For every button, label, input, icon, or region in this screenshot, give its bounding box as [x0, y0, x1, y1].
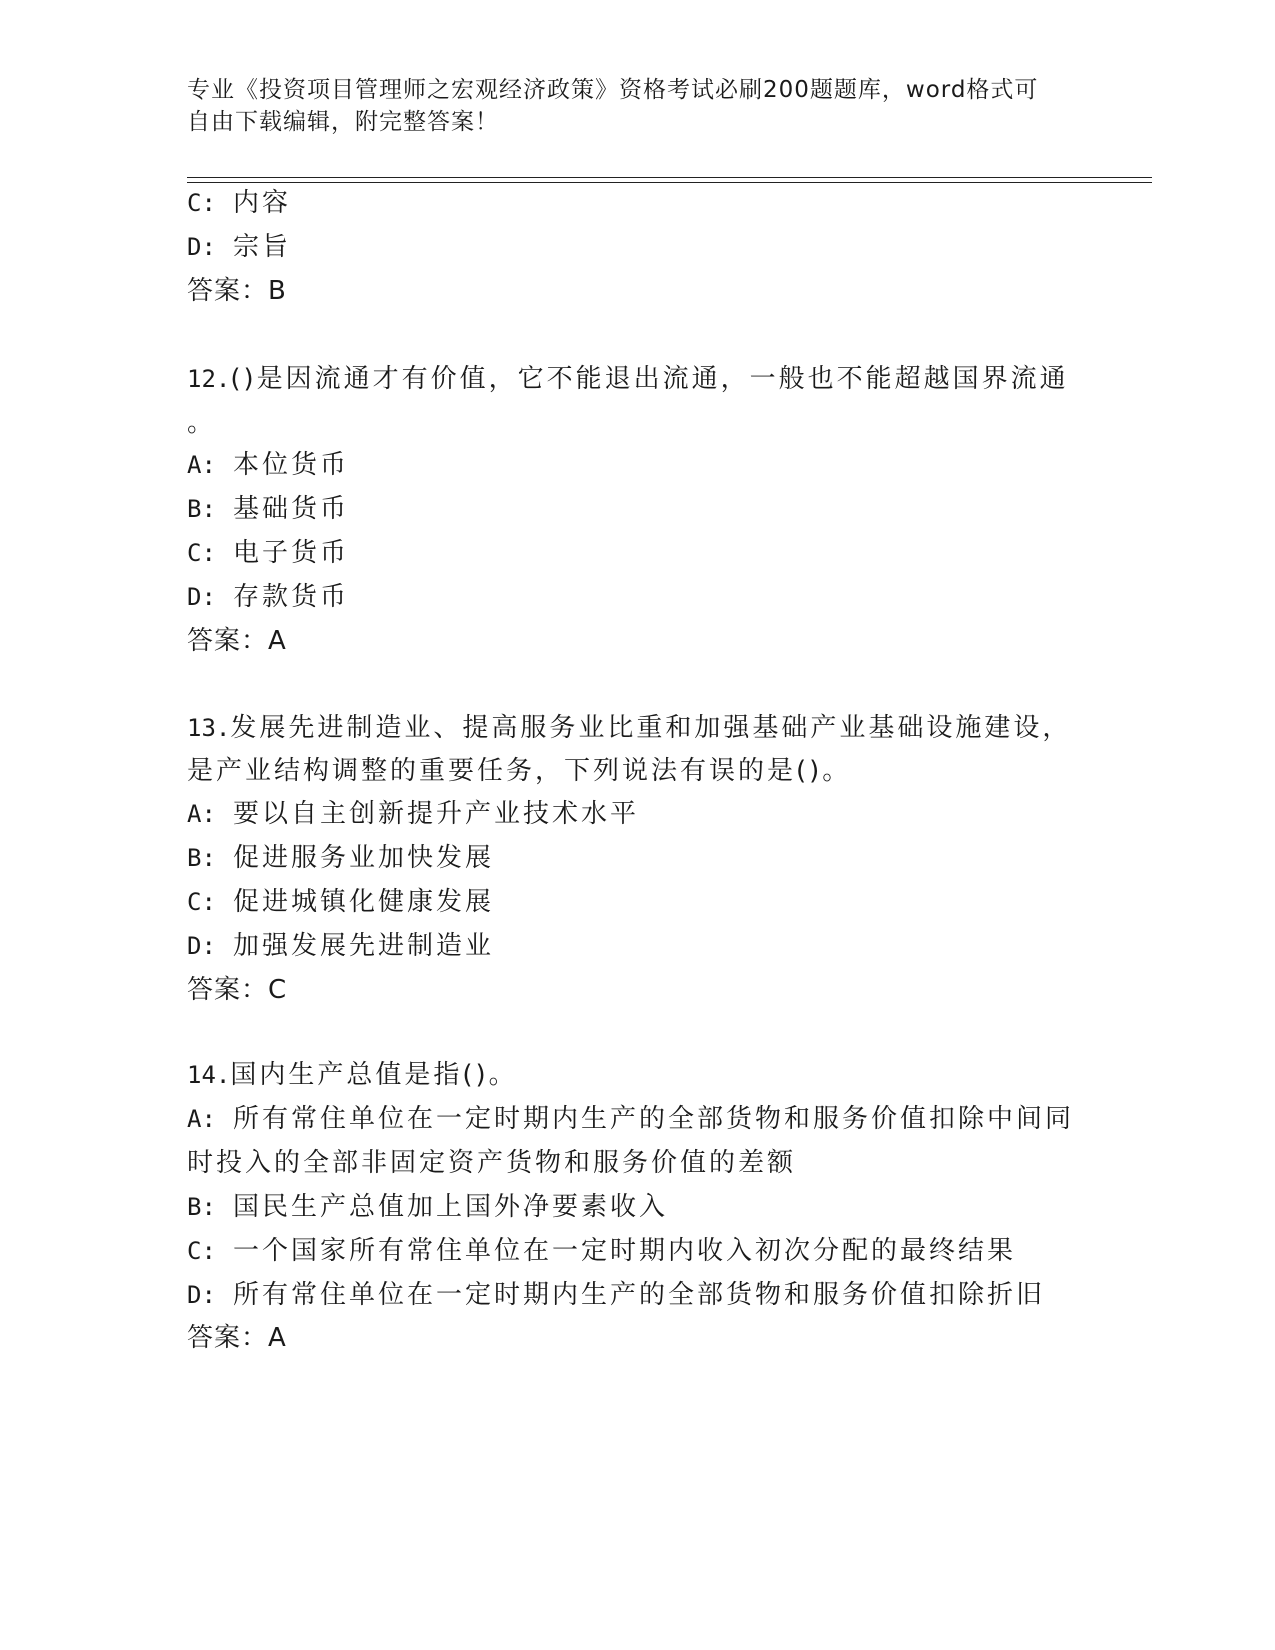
option-c: [187, 1234, 1016, 1268]
option-letter: A:: [187, 1105, 216, 1133]
question-13-stem-cont: 是产业结构调整的重要任务，下列说法有误的是()。: [187, 756, 852, 786]
option-a-cont: 时投入的全部非固定资产货物和服务价值的差额: [187, 1148, 797, 1178]
option-letter: C:: [187, 888, 216, 916]
header-rule-top: [187, 177, 1152, 178]
question-number: 13.: [187, 714, 231, 742]
option-letter: D:: [187, 583, 216, 611]
option-d: [187, 929, 494, 963]
option-letter: B:: [187, 495, 216, 523]
option-c: [187, 536, 349, 570]
header-line-2: 自由下载编辑，附完整答案！: [187, 109, 499, 135]
question-number: 14.: [187, 1061, 231, 1089]
question-14-stem: [187, 1058, 518, 1092]
option-c: [187, 885, 494, 919]
option-letter: D:: [187, 1281, 216, 1309]
option-letter: A:: [187, 451, 216, 479]
question-stem-text: 国内生产总值是指()。: [230, 1060, 518, 1090]
option-text: 内容: [233, 188, 292, 218]
option-a: [187, 1102, 1074, 1136]
option-letter: B:: [187, 844, 216, 872]
question-13-stem: [187, 711, 1071, 745]
option-text: 国民生产总值加上国外净要素收入: [233, 1192, 669, 1222]
option-letter: C:: [187, 539, 216, 567]
question-number: 12.: [187, 365, 231, 393]
option-text: 促进城镇化健康发展: [233, 887, 495, 917]
option-b: [187, 1190, 668, 1224]
question-12-stem-cont: 。: [187, 408, 217, 438]
option-letter: A:: [187, 800, 216, 828]
option-letter: C:: [187, 189, 216, 217]
option-text: 加强发展先进制造业: [233, 931, 495, 961]
option-letter: B:: [187, 1193, 216, 1221]
option-text: 所有常住单位在一定时期内生产的全部货物和服务价值扣除中间同: [233, 1104, 1075, 1134]
option-text: 要以自主创新提升产业技术水平: [233, 799, 640, 829]
question-stem-text: 发展先进制造业、提高服务业比重和加强基础产业基础设施建设，: [230, 713, 1072, 743]
option-d: [187, 1278, 1045, 1312]
header-rule-bottom: [187, 182, 1152, 183]
answer: 答案：A: [187, 1323, 287, 1353]
option-text: 所有常住单位在一定时期内生产的全部货物和服务价值扣除折旧: [233, 1280, 1046, 1310]
option-text: 一个国家所有常住单位在一定时期内收入初次分配的最终结果: [233, 1236, 1017, 1266]
option-d: [187, 230, 291, 264]
header-line-1: 专业《投资项目管理师之宏观经济政策》资格考试必刷200题题库，word格式可: [187, 77, 1039, 103]
option-text: 促进服务业加快发展: [233, 843, 495, 873]
option-text: 宗旨: [233, 232, 292, 262]
option-letter: D:: [187, 233, 216, 261]
option-text: 本位货币: [233, 450, 350, 480]
answer: 答案：A: [187, 626, 287, 656]
option-a: [187, 797, 639, 831]
option-text: 基础货币: [233, 494, 350, 524]
option-text: 存款货币: [233, 582, 350, 612]
option-b: [187, 841, 494, 875]
answer: 答案：B: [187, 276, 287, 306]
question-12-stem: [187, 362, 1069, 396]
document-header: [187, 74, 1087, 138]
question-stem-text: ()是因流通才有价值，它不能退出流通，一般也不能超越国界流通: [230, 364, 1069, 394]
option-c: [187, 186, 291, 220]
option-b: [187, 492, 349, 526]
option-a: [187, 448, 349, 482]
option-letter: C:: [187, 1237, 216, 1265]
option-letter: D:: [187, 932, 216, 960]
option-d: [187, 580, 349, 614]
option-text: 电子货币: [233, 538, 350, 568]
answer: 答案：C: [187, 975, 288, 1005]
